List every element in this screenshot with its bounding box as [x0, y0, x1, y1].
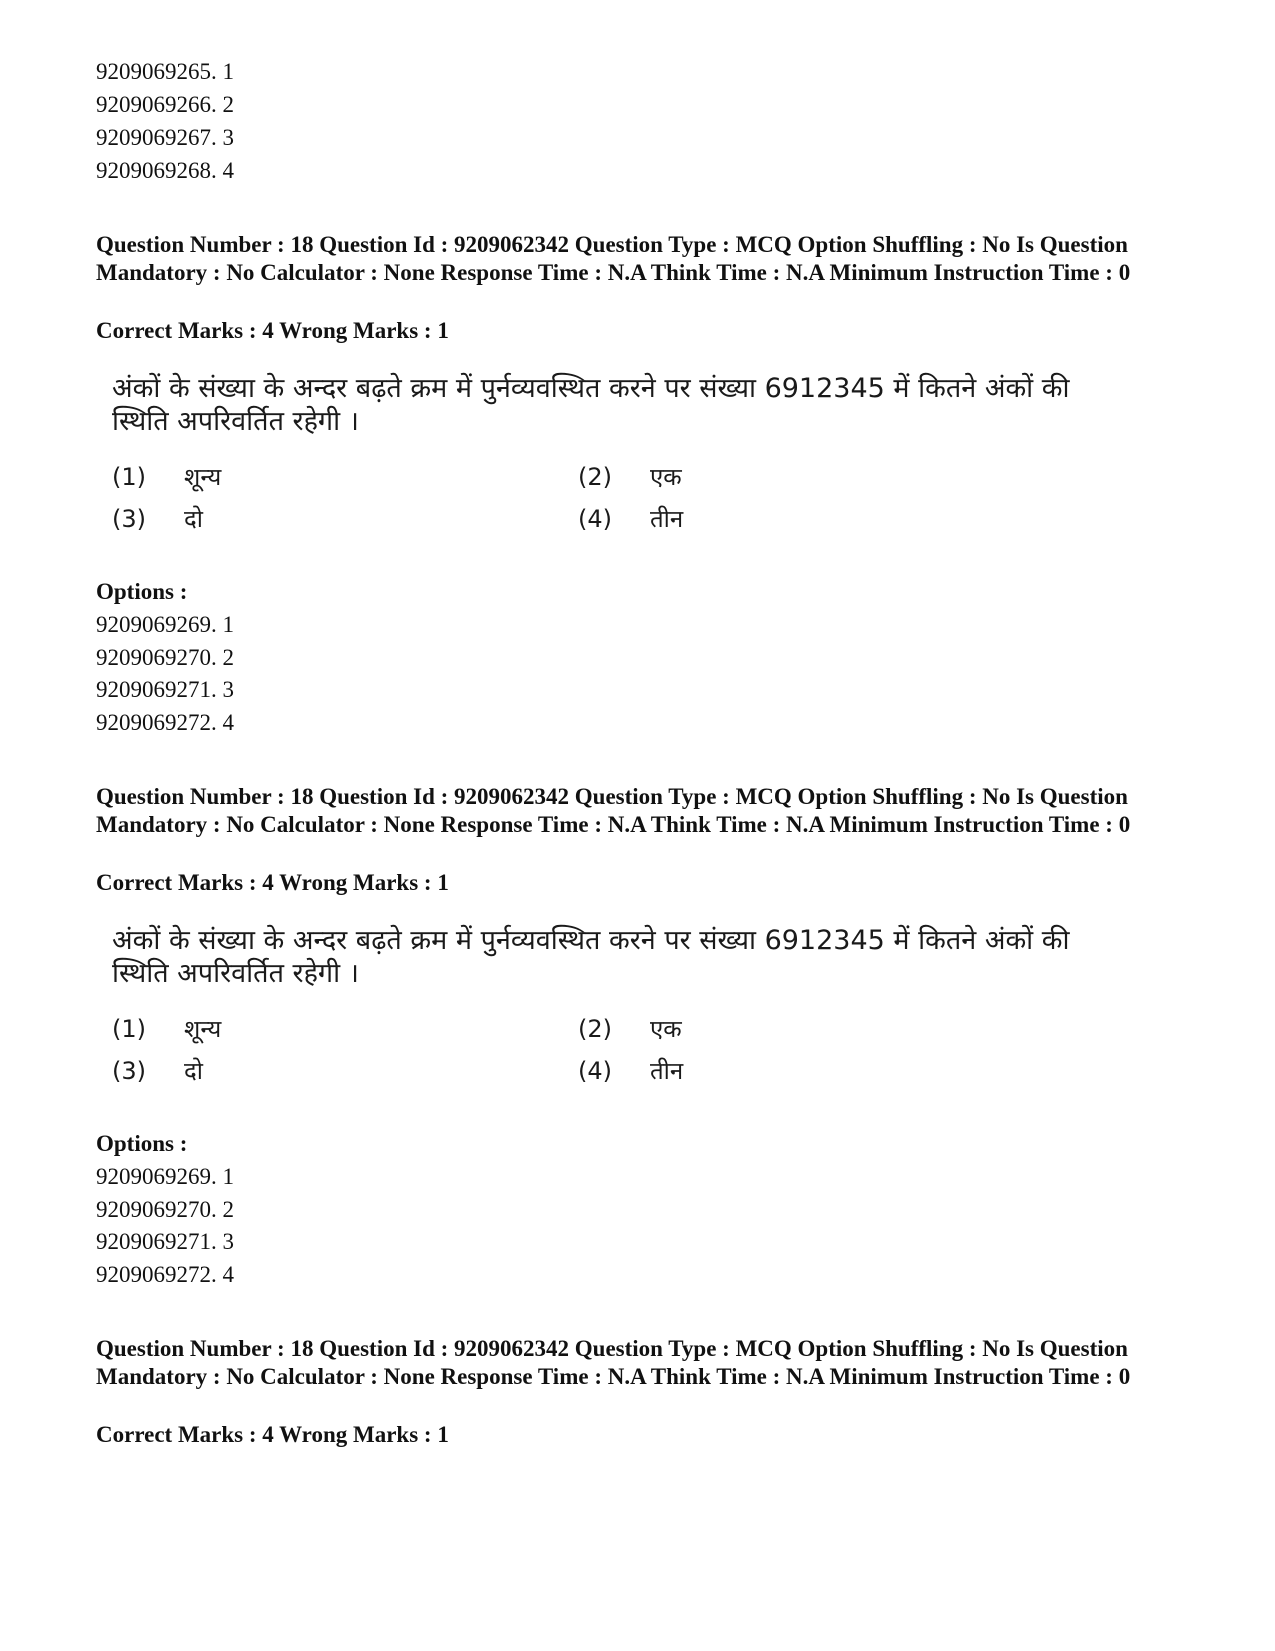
- choice-item: [112, 502, 203, 535]
- option-line: 9209069265. 1: [96, 59, 234, 84]
- choice-item: [112, 1054, 203, 1087]
- choice-number: (4): [578, 505, 612, 533]
- question-meta: Question Number : 18 Question Id : 9209062342 Question Type : MCQ Option Shuffling : No Is Question Mandatory : No Calculator : None Response Time : N.A Think Time : N.A Minimum Instruction Time : 0: [96, 232, 1131, 285]
- option-line: 9209069266. 2: [96, 92, 234, 117]
- choice-number: (3): [112, 505, 146, 533]
- option-line: 9209069272. 4: [96, 710, 234, 735]
- question-marks: Correct Marks : 4 Wrong Marks : 1: [96, 1422, 449, 1447]
- option-line: 9209069267. 3: [96, 125, 234, 150]
- question-meta: Question Number : 18 Question Id : 9209062342 Question Type : MCQ Option Shuffling : No Is Question Mandatory : No Calculator : None Response Time : N.A Think Time : N.A Minimum Instruction Time : 0: [96, 784, 1131, 837]
- choice-label: शून्य: [184, 463, 222, 491]
- options-label: Options :: [96, 1131, 188, 1156]
- question-marks: Correct Marks : 4 Wrong Marks : 1: [96, 870, 449, 895]
- option-line: 9209069272. 4: [96, 1262, 234, 1287]
- option-line: 9209069270. 2: [96, 1197, 234, 1222]
- choice-number: (1): [112, 463, 146, 491]
- choice-item: [578, 502, 683, 535]
- choice-item: [578, 1054, 683, 1087]
- choice-label: दो: [184, 505, 203, 533]
- option-line: 9209069270. 2: [96, 645, 234, 670]
- choice-label: शून्य: [184, 1015, 222, 1043]
- option-line: 9209069271. 3: [96, 1229, 234, 1254]
- choice-label: एक: [650, 463, 682, 491]
- choice-number: (2): [578, 1015, 612, 1043]
- option-line: 9209069269. 1: [96, 1164, 234, 1189]
- question-image-block: [112, 372, 1132, 438]
- options-label: Options :: [96, 579, 188, 604]
- question-text: अंकों के संख्या के अन्दर बढ़ते क्रम में पुर्नव्यवस्थित करने पर संख्या 6912345 में कितने अंकों की स्थिति अपरिवर्तित रहेगी ।: [112, 373, 1070, 437]
- choice-label: तीन: [650, 505, 684, 533]
- option-line: 9209069269. 1: [96, 612, 234, 637]
- choice-item: [578, 1012, 682, 1045]
- choice-number: (3): [112, 1057, 146, 1085]
- choice-number: (1): [112, 1015, 146, 1043]
- choice-number: (4): [578, 1057, 612, 1085]
- choice-label: एक: [650, 1015, 682, 1043]
- question-image-block: [112, 924, 1132, 990]
- choice-number: (2): [578, 463, 612, 491]
- choice-label: तीन: [650, 1057, 684, 1085]
- question-meta: Question Number : 18 Question Id : 9209062342 Question Type : MCQ Option Shuffling : No Is Question Mandatory : No Calculator : None Response Time : N.A Think Time : N.A Minimum Instruction Time : 0: [96, 1336, 1131, 1389]
- question-marks: Correct Marks : 4 Wrong Marks : 1: [96, 318, 449, 343]
- choice-item: [112, 1012, 221, 1045]
- option-line: 9209069271. 3: [96, 677, 234, 702]
- choice-item: [578, 460, 682, 493]
- question-text: अंकों के संख्या के अन्दर बढ़ते क्रम में पुर्नव्यवस्थित करने पर संख्या 6912345 में कितने अंकों की स्थिति अपरिवर्तित रहेगी ।: [112, 925, 1070, 989]
- choice-item: [112, 460, 221, 493]
- choice-label: दो: [184, 1057, 203, 1085]
- option-line: 9209069268. 4: [96, 158, 234, 183]
